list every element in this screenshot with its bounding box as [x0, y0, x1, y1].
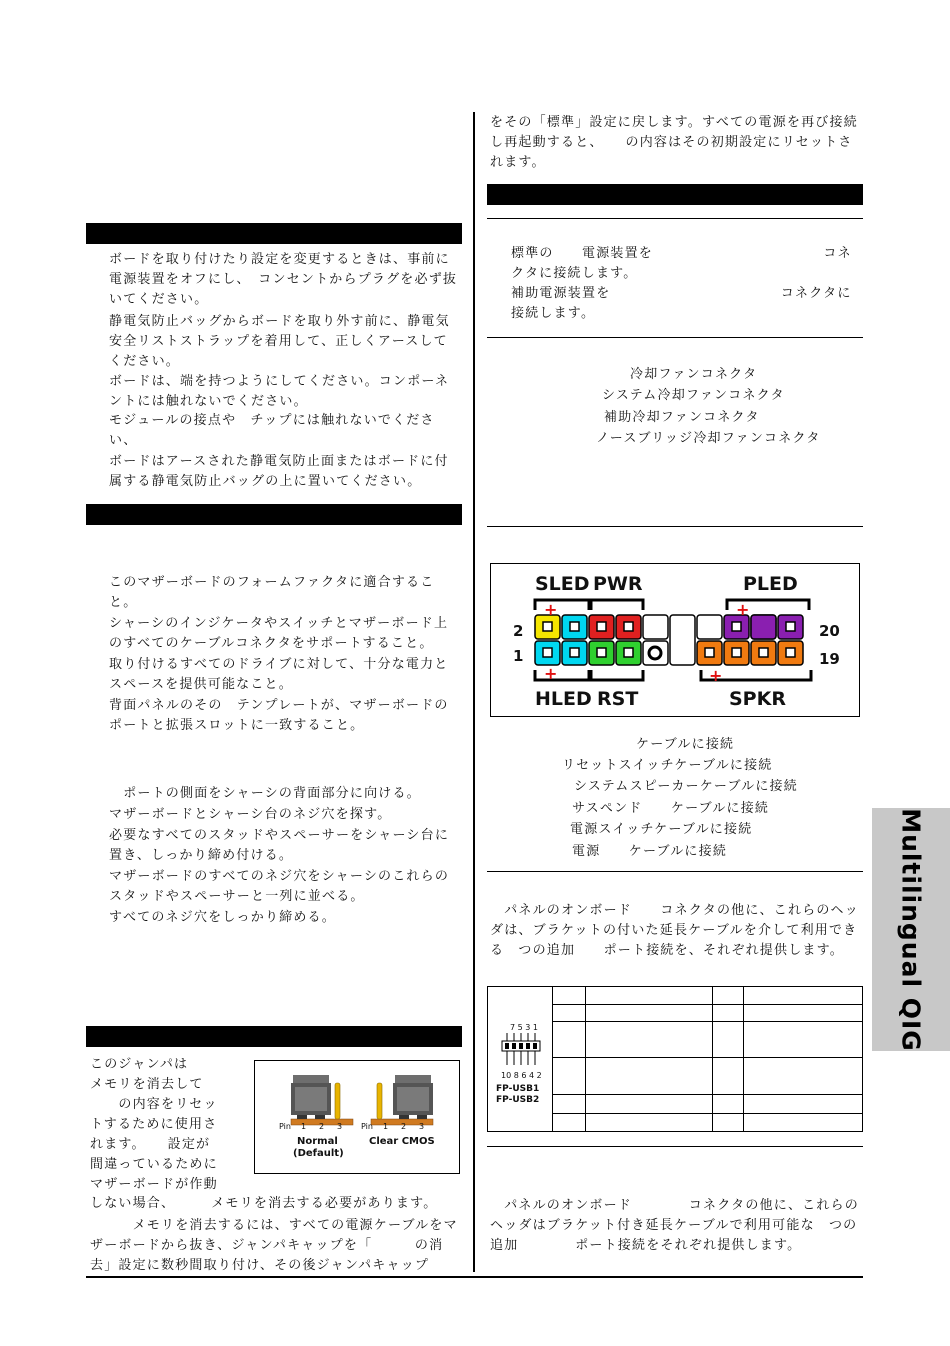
side-tab-label: Multilingual QIG — [896, 807, 926, 1052]
rule-power-top — [487, 218, 863, 219]
mounting-step: すべてのネジ穴をしっかり締める。 — [109, 910, 336, 925]
jumper-text-line: このジャンパは — [90, 1057, 189, 1072]
jumper-normal-graphic — [291, 1075, 353, 1125]
fan-item: 補助冷却ファンコネクタ — [604, 410, 760, 425]
jumper-text-line: しない場合、 メモリを消去する必要があります。 — [90, 1196, 438, 1211]
jumper-clear-paragraph: メモリを消去するには、すべての電源ケーブルをマザーボードから抜き、ジャンパキャップを「 の消去」設定に数秒間取り付け、その後ジャンパキャップ — [90, 1218, 458, 1273]
panel-pin-square — [759, 648, 768, 657]
ieee-paragraph: パネルのオンボード コネクタの他に、これらのヘッダはブラケット付き延長ケーブルで利用可能な つの追加 ポート接続をそれぞれ提供します。 — [490, 1198, 859, 1253]
panel-item: サスペンド ケーブルに接続 — [572, 801, 770, 816]
usb-pin — [512, 1043, 516, 1049]
usb-pin — [505, 1043, 509, 1049]
section-bar-safety — [86, 223, 462, 244]
plus-mark: + — [709, 666, 723, 685]
usb-paragraph: パネルのオンボード コネクタの他に、これらのヘッダは、ブラケットの付いた延長ケーブルを介して利用できる つの追加 ポート接続を、それぞれ提供します。 — [490, 903, 859, 958]
jumper-text-line: トするために使用さ — [90, 1117, 218, 1132]
mounting-step: マザーボードとシャーシ台のネジ穴を探す。 — [109, 807, 392, 822]
jumper-clear-label: Clear CMOS — [369, 1136, 435, 1147]
pin-number-2: 2 — [513, 622, 524, 640]
usb-pin — [519, 1043, 523, 1049]
mounting-step: マザーボードのすべてのネジ穴をシャーシのこれらのスタッドやスペーサーと一列に並べる。 — [109, 869, 450, 904]
panel-pin-square — [543, 648, 552, 657]
power-item: 補助電源装置を コネクタに接続します。 — [511, 286, 852, 321]
label-spkr: SPKR — [729, 688, 786, 710]
usb-pin-table — [487, 986, 863, 1132]
label-pled: PLED — [743, 573, 798, 595]
panel-item: 電源スイッチケーブルに接続 — [570, 822, 753, 837]
pin-number: 1 — [383, 1122, 389, 1131]
chassis-item: 取り付けるすべてのドライブに対して、十分な電力とスペースを提供可能なこと。 — [109, 657, 449, 692]
jumper-figure — [254, 1060, 460, 1174]
panel-pin-cell — [751, 615, 776, 639]
panel-pin-square — [786, 648, 795, 657]
power-item: 標準の 電源装置を コネクタに接続します。 — [511, 246, 852, 281]
jumper-text-line: マザーボードが作動 — [90, 1177, 218, 1192]
safety-item: モジュールの接点や チップには触れないでください、 — [109, 413, 435, 448]
jumper-text-line: の内容をリセッ — [90, 1097, 218, 1112]
panel-pin-round — [649, 647, 661, 659]
panel-pin-square — [597, 622, 606, 631]
panel-item: 電源 ケーブルに接続 — [572, 844, 728, 859]
chassis-item: このマザーボードのフォームファクタに適合すること。 — [109, 575, 435, 610]
panel-pin-square — [597, 648, 606, 657]
label-sled: SLED — [535, 573, 590, 595]
front-panel-diagram — [490, 563, 860, 717]
label-pwr: PWR — [593, 573, 643, 595]
usb-label-2: FP-USB2 — [496, 1095, 540, 1105]
pin-number: 3 — [419, 1122, 425, 1131]
pin-number: 3 — [337, 1122, 343, 1131]
plus-mark: + — [736, 600, 750, 619]
panel-pin-cell — [643, 615, 668, 639]
cmos-continue-paragraph: をその「標準」設定に戻します。すべての電源を再び接続し再起動すると、 の内容はその初期設定にリセットされます。 — [490, 115, 858, 170]
jumper-text-line: メモリを消去して — [90, 1077, 204, 1092]
panel-item: リセットスイッチケーブルに接続 — [562, 758, 773, 773]
plus-mark: + — [544, 664, 558, 683]
rule-bottom — [86, 1276, 863, 1278]
label-rst: RST — [597, 688, 639, 710]
safety-item: 静電気防止バッグからボードを取り外す前に、静電気安全リストストラップを着用して、正しくアースしてください。 — [109, 314, 450, 369]
pin-number: 1 — [301, 1122, 307, 1131]
jumper-text-line: 間違っているために — [90, 1157, 218, 1172]
panel-pin-square — [570, 648, 579, 657]
pin-label-clear: Pin — [361, 1122, 373, 1131]
pin-number-20: 20 — [819, 622, 840, 640]
usb-pin — [526, 1043, 530, 1049]
mounting-step: 必要なすべてのスタッドやスペーサーをシャーシ台に置き、しっかり締め付ける。 — [109, 828, 450, 863]
safety-item: ボードは、端を持つようにしてください。コンポーネントには触れないでください。 — [109, 374, 450, 409]
jumper-normal-sublabel: (Default) — [293, 1148, 344, 1159]
rule-usb-top — [487, 871, 863, 872]
usb-bottom-pins: 10 8 6 4 2 — [501, 1071, 542, 1080]
usb-header-graphic — [488, 1033, 552, 1073]
section-bar-connectors — [487, 184, 863, 205]
panel-pin-square — [732, 648, 741, 657]
mounting-step: ポートの側面をシャーシの背面部分に向ける。 — [109, 786, 421, 801]
rule-panel-top — [487, 526, 863, 527]
column-divider — [473, 112, 475, 1272]
chassis-item: 背面パネルのその テンプレートが、マザーボードの ポートと拡張スロットに一致すること。 — [109, 698, 463, 733]
panel-pin-square — [570, 622, 579, 631]
chassis-item: シャーシのインジケータやスイッチとマザーボード上のすべてのケーブルコネクタをサポートすること。 — [109, 616, 449, 651]
panel-pin-square — [732, 622, 741, 631]
panel-pin-square — [543, 622, 552, 631]
fan-item: システム冷却ファンコネクタ — [602, 388, 785, 403]
side-tab — [872, 808, 950, 1051]
usb-header-figure-cell — [488, 987, 553, 1132]
section-bar-jumper — [86, 1026, 462, 1047]
panel-pin-square — [624, 648, 633, 657]
panel-pin-square — [624, 622, 633, 631]
panel-pin-square — [786, 622, 795, 631]
panel-key-slot — [670, 615, 695, 665]
pin-label-normal: Pin — [279, 1122, 291, 1131]
fan-item: 冷却ファンコネクタ — [630, 367, 758, 382]
pin-number: 2 — [401, 1122, 407, 1131]
panel-item: ケーブルに接続 — [636, 737, 735, 752]
usb-label-1: FP-USB1 — [496, 1084, 540, 1094]
label-hled: HLED — [535, 688, 592, 710]
usb-top-pins: 7 5 3 1 — [510, 1023, 538, 1032]
safety-item: ボードを取り付けたり設定を変更するときは、事前に電源装置をオフにし、 コンセントからプラグを必ず抜いてください。 — [109, 252, 458, 307]
pin-number-1: 1 — [513, 647, 524, 665]
plus-mark: + — [544, 600, 558, 619]
panel-pin-cell — [697, 615, 722, 639]
section-bar-chassis — [86, 504, 462, 525]
pin-number-19: 19 — [819, 650, 840, 668]
bracket-rst — [591, 670, 643, 680]
jumper-clear-graphic — [371, 1075, 433, 1125]
bracket-pwr — [591, 600, 643, 610]
safety-item: ボードはアースされた静電気防止面またはボードに付属する静電気防止バッグの上に置いてください。 — [109, 454, 449, 489]
usb-pin — [533, 1043, 537, 1049]
jumper-normal-label: Normal — [297, 1136, 338, 1147]
panel-pin-square — [705, 648, 714, 657]
pin-number: 2 — [319, 1122, 325, 1131]
rule-fan-top — [487, 337, 863, 338]
jumper-text-line: れます。 設定が — [90, 1137, 211, 1152]
panel-item: システムスピーカーケーブルに接続 — [574, 779, 798, 794]
fan-item: ノースブリッジ冷却ファンコネクタ — [596, 431, 821, 446]
rule-ieee-top — [487, 1146, 863, 1147]
jumper-diagram — [255, 1061, 459, 1173]
